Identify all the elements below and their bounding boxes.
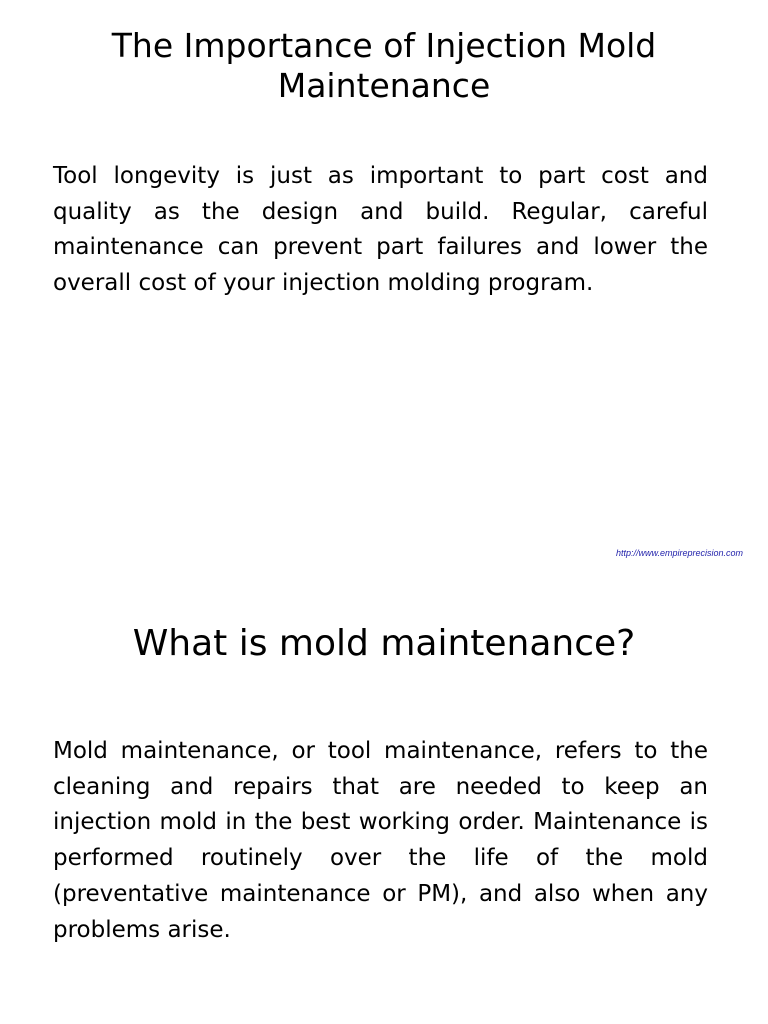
slide-2-body: Mold maintenance, or tool maintenance, refers to the cleaning and repairs that are needed to keep an injection mold in the best working order. Maintenance is performed routinely over the life of the mold (preventative maintenance or PM), and also when any problems arise. [53, 738, 708, 943]
slide-2-title: What is mold maintenance? [132, 623, 636, 664]
slide-1-body: Tool longevity is just as important to part cost and quality as the design and build. Regular, careful maintenance can prevent part failures and lower the overall cost of your injection molding program. [53, 163, 708, 297]
slide-2 [0, 576, 768, 1024]
slide-1-title: The Importance of Injection Mold Maintenance [111, 26, 657, 105]
source-link[interactable]: http://www.empireprecision.com [615, 548, 743, 558]
